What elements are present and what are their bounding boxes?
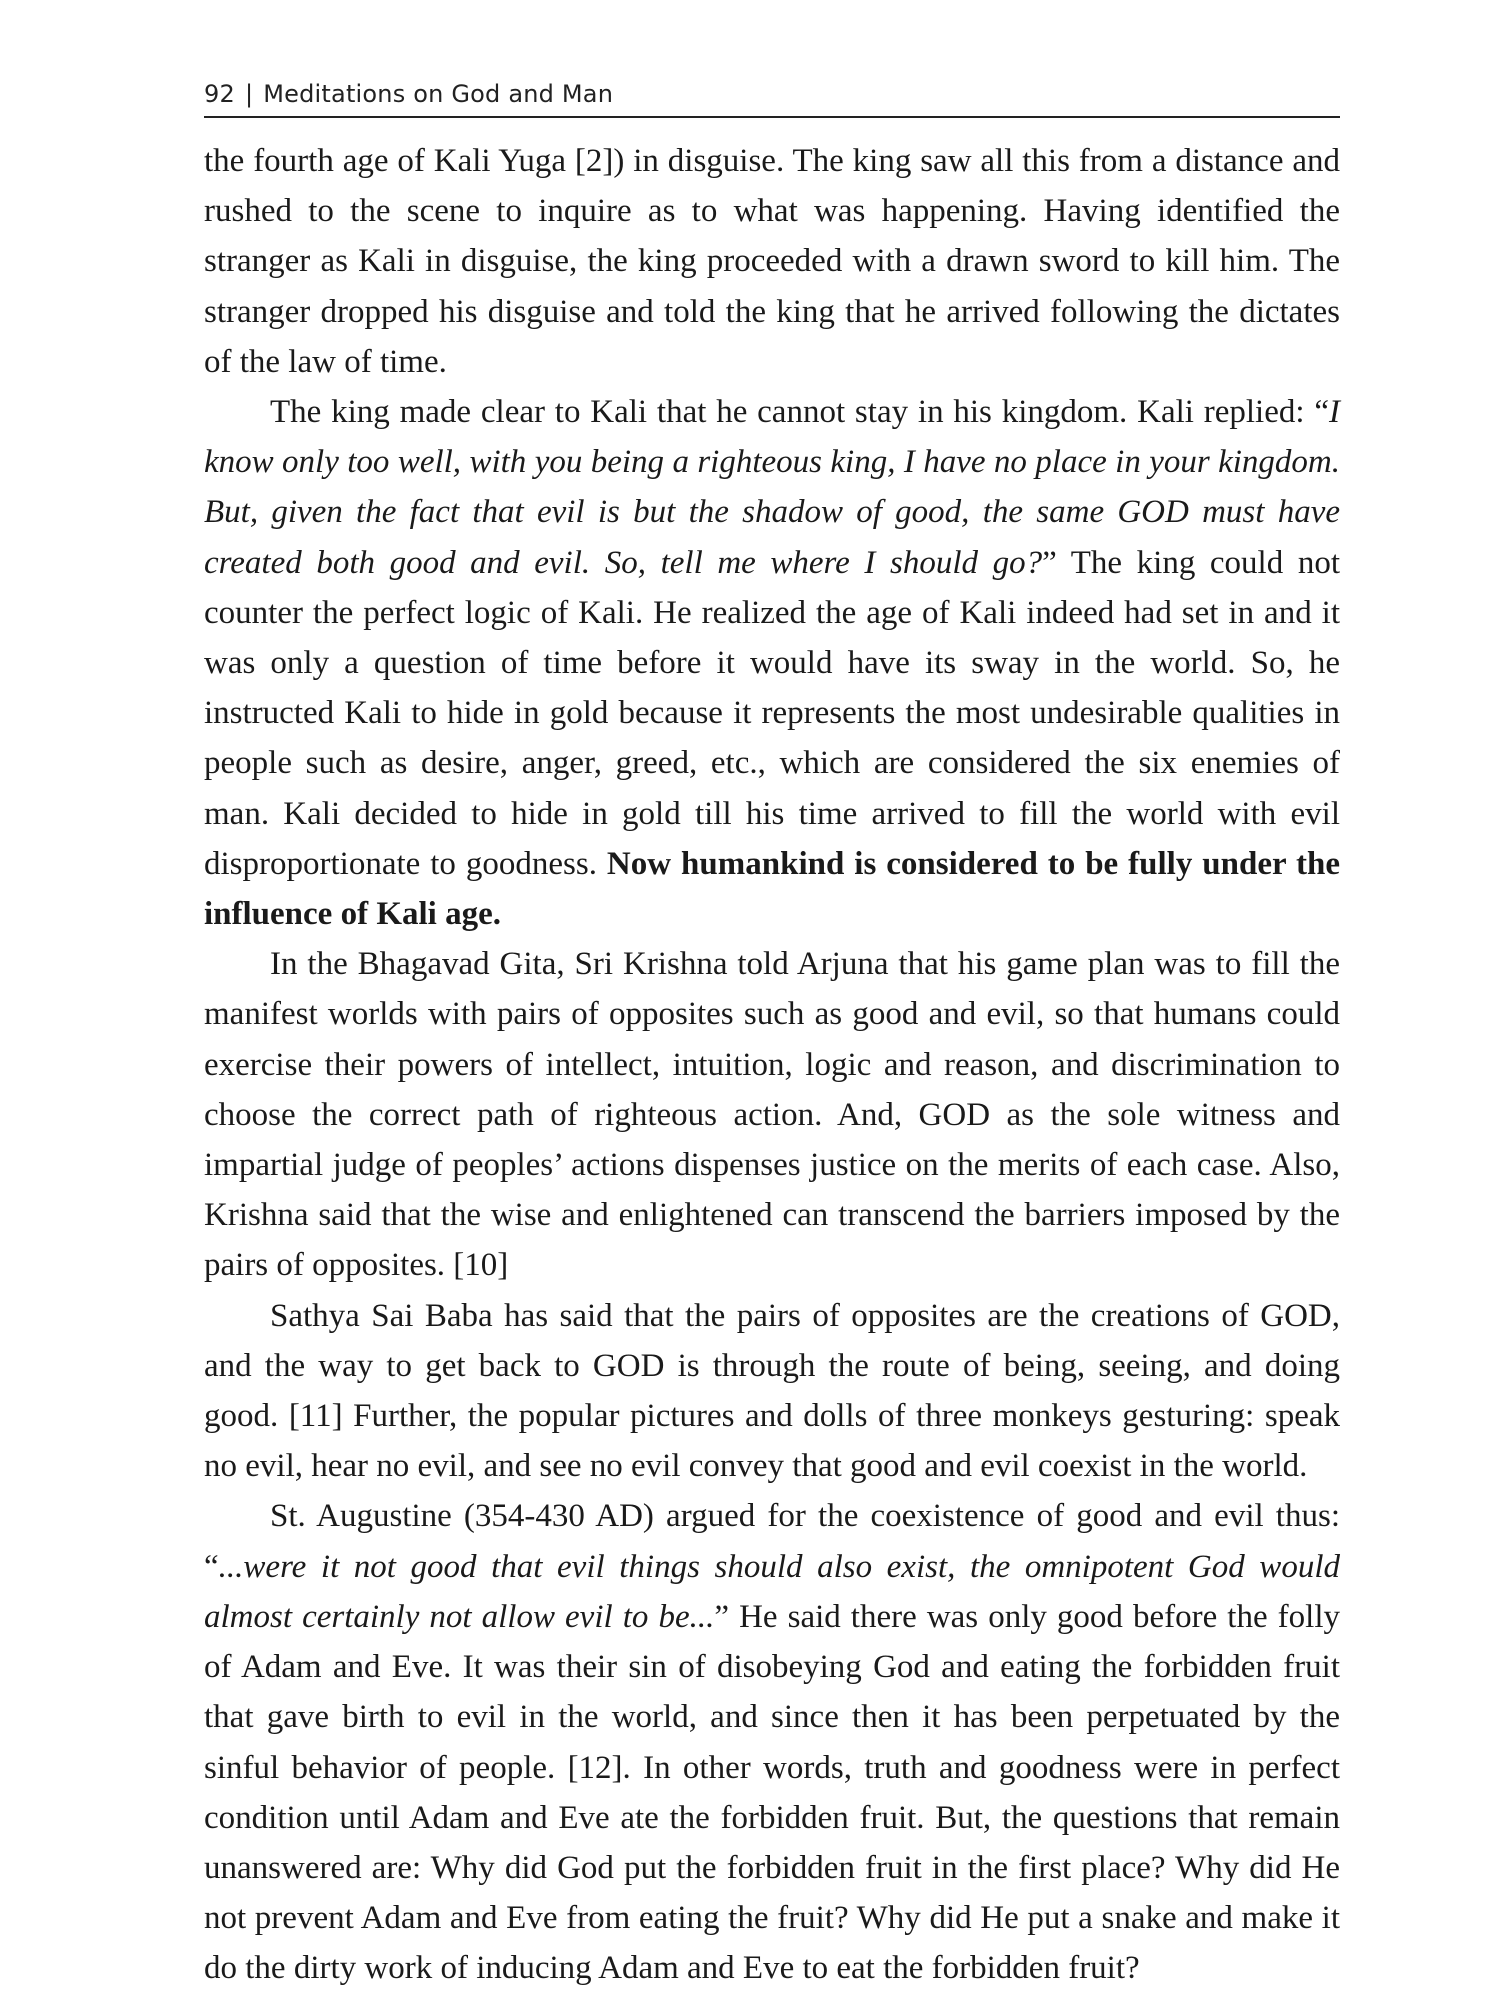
paragraph-5 (204, 1491, 1340, 1993)
header-rule (204, 116, 1340, 118)
paragraph-2 (204, 387, 1340, 939)
paragraph-2-intro: The king made clear to Kali that he cannot stay in his kingdom. Kali replied: “ (270, 394, 1329, 431)
paragraph-5-intro: St. Augustine (354-430 AD) argued for the coexistence of good and evil thus: “ (204, 1498, 1340, 1585)
running-header (204, 80, 1340, 108)
page-body (204, 136, 1340, 1994)
header-separator: | (244, 80, 254, 108)
paragraph-4: Sathya Sai Baba has said that the pairs of opposites are the creations of GOD, and the way to get back to GOD is through the route of being, seeing, and doing good. [11] Further, the popular pictures and dolls of three monkeys gesturing: speak no evil, hear no evil, and see no evil convey that good and evil coexist in the world. (204, 1297, 1340, 1485)
paragraph-5-rest: ” He said there was only good before the folly of Adam and Eve. It was their sin of disobeying God and eating the forbidden fruit that gave birth to evil in the world, and since then it has been perpetuated by the sinful behavior of people. [12]. In other words, truth and goodness were in perfect condition until Adam and Eve ate the forbidden fruit. But, the questions that remain unanswered are: Why did God put the forbidden fruit in the first place? Why did He not prevent Adam and Eve from eating the fruit? Why did He put a snake and make it do the dirty work of inducing Adam and Eve to eat the forbidden fruit? (204, 1598, 1341, 1987)
augustine-quote: ...were it not good that evil things should also exist, the omnipotent God would almost certainly not allow evil to be... (204, 1548, 1340, 1635)
kali-age-statement: Now humankind is considered to be fully under the influence of Kali age. (204, 845, 1340, 933)
paragraph-3: In the Bhagavad Gita, Sri Krishna told Arjuna that his game plan was to fill the manifest worlds with pairs of opposites such as good and evil, so that humans could exercise their powers of intellect, intuition, logic and reason, and discrimination to choose the correct path of righteous action. And, GOD as the sole witness and impartial judge of peoples’ actions dispenses justice on the merits of each case. Also, Krishna said that the wise and enlightened can transcend the barriers imposed by the pairs of opposites. [10] (204, 946, 1340, 1284)
page-number: 92 (204, 80, 235, 108)
book-title: Meditations on God and Man (263, 80, 614, 108)
kali-quote: I know only too well, with you being a righteous king, I have no place in your kingdom. But, given the fact that evil is but the shadow of good, the same GOD must have created both good and evil. So, tell me where I should go? (204, 394, 1340, 581)
paragraph-2-rest: ” The king could not counter the perfect logic of Kali. He realized the age of Kali indeed had set in and it was only a question of time before it would have its sway in the world. So, he instructed Kali to hide in gold because it represents the most undesirable qualities in people such as desire, anger, greed, etc., which are considered the six enemies of man. Kali decided to hide in gold till his time arrived to fill the world with evil disproportionate to goodness. (204, 544, 1340, 882)
paragraph-1: the fourth age of Kali Yuga [2]) in disguise. The king saw all this from a distance and rushed to the scene to inquire as to what was happening. Having identified the stranger as Kali in disguise, the king proceeded with a drawn sword to kill him. The stranger dropped his disguise and told the king that he arrived following the dictates of the law of time. (204, 143, 1340, 380)
